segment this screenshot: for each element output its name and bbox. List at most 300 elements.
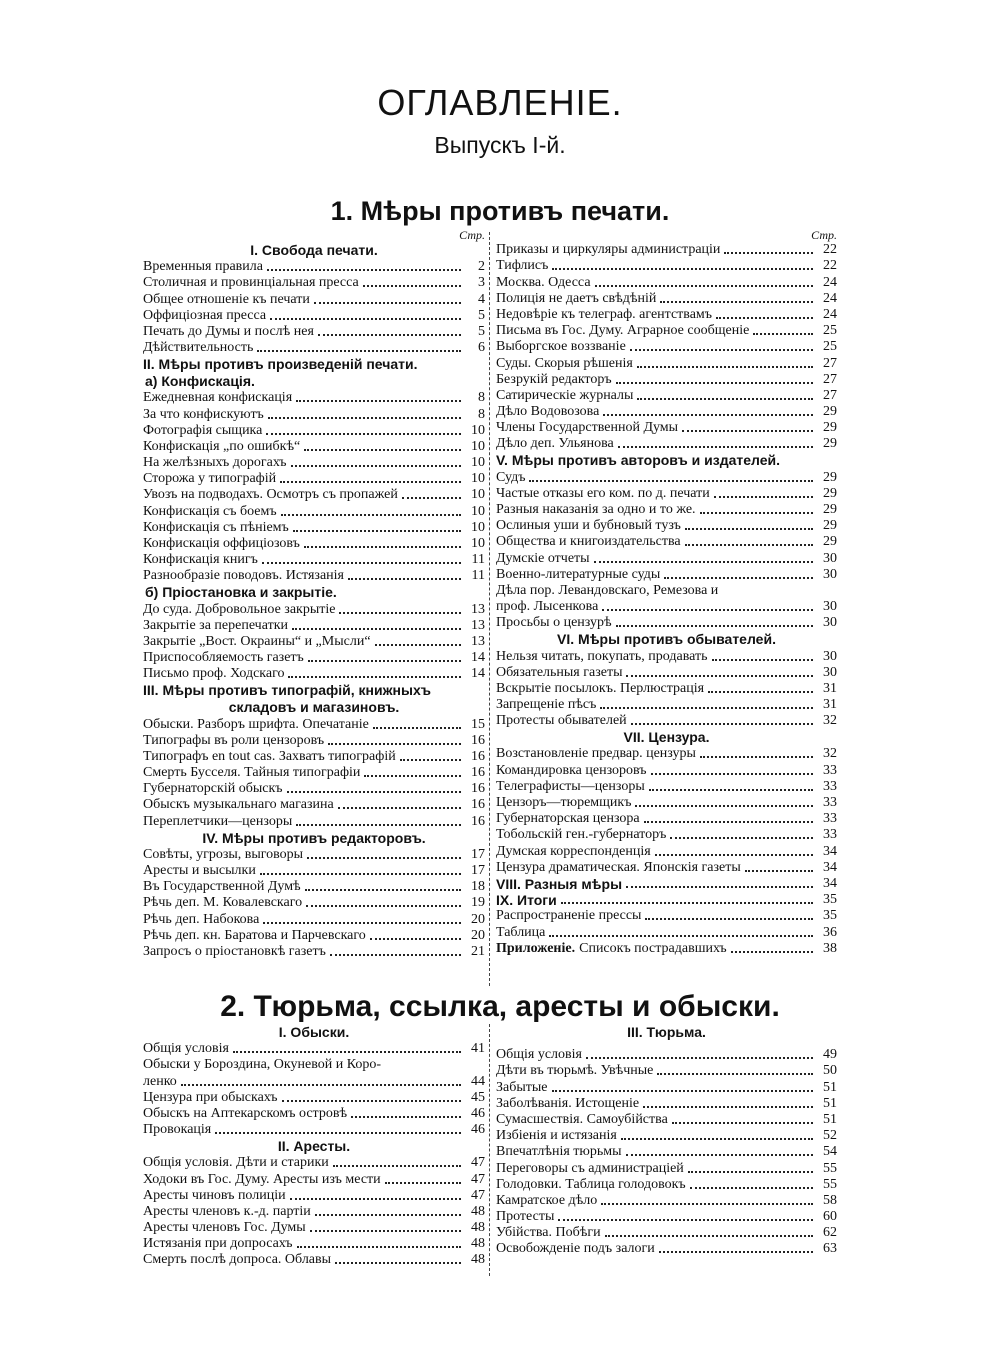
entry-title: Аресты чиновъ полиціи [143,1187,286,1203]
entry-title: Сатирическіе журналы [496,387,634,403]
toc-entry-line [143,1057,485,1073]
toc-entry [496,388,837,404]
toc-entry [143,340,485,356]
toc-entry [143,847,485,863]
toc-entry [143,601,485,617]
entry-page: 21 [471,943,485,959]
toc-entry [143,1090,485,1106]
dot-leader [296,399,461,402]
entry-page: 16 [471,748,485,764]
toc-entry [143,1073,485,1089]
dot-leader [351,1115,461,1118]
dot-leader [288,675,461,678]
dot-leader [290,1197,461,1200]
dot-leader [292,627,461,630]
entry-title: Столичная и провинціальная пресса [143,275,359,291]
toc-entry [143,1171,485,1187]
entry-title: Рѣчь деп. Набокова [143,911,260,927]
entry-title: Типографъ en tout cas. Захватъ типографій [143,748,396,764]
entry-page: 29 [823,420,837,436]
toc-entry [496,779,837,795]
entry-page: 29 [823,534,837,550]
entry-page: 22 [823,242,837,258]
dot-leader [688,1170,813,1173]
toc-entry [496,323,837,339]
entry-title: Истязанія при допросахъ [143,1236,293,1252]
entry-page: 48 [471,1220,485,1236]
toc-entry [143,552,485,568]
entry-title: Сторожа у типографій [143,471,277,487]
section-heading: II. Аресты. [277,1138,351,1155]
dot-leader [670,836,813,839]
entry-title: Камратское дѣло [496,1192,598,1208]
entry-title: Письмо проф. Ходскаго [143,666,285,682]
dot-leader [637,365,813,368]
column-divider [489,232,490,986]
entry-page: 10 [471,438,485,454]
toc-entry [143,324,485,340]
toc-entry [496,827,837,843]
entry-title: Обязательныя газеты [496,664,623,680]
entry-page: 25 [823,339,837,355]
dot-leader [561,901,813,904]
toc-entry [143,911,485,927]
entry-page: 22 [823,258,837,274]
entry-title: Дѣла пор. Левандовскаго, Ремезова и [496,582,719,598]
toc-entry [496,697,837,713]
entry-title: Разныя наказанія за одно и то же. [496,502,696,517]
toc-entry [143,275,485,291]
dot-leader [558,1218,813,1221]
entry-title: Цензура драматическая. Японскія газеты [496,859,741,875]
dot-leader [618,445,813,448]
dot-leader [649,788,813,791]
entry-title: Рѣчь деп. кн. Баратова и Парчевскаго [143,927,366,943]
dot-leader [621,1137,813,1140]
toc-entry [496,274,837,290]
entry-title: Временныя правила [143,259,263,275]
toc-entry [143,1204,485,1220]
dot-leader [657,1072,813,1075]
entry-page: 27 [823,355,837,371]
dot-leader [655,853,813,856]
dot-leader [370,937,461,940]
entry-title: Ежедневная конфискація [143,390,293,406]
dot-leader [339,611,461,614]
entry-page: 34 [823,875,837,891]
toc-entry [496,924,837,940]
section-1-left-column [143,228,485,960]
entry-page: 35 [823,892,837,908]
toc-entry [143,406,485,422]
dot-leader [660,300,813,303]
entry-page: 29 [823,436,837,452]
entry-title: Протесты [496,1209,555,1225]
section-2-title: 2. Тюрьма, ссылка, аресты и обыски. [220,990,780,1023]
toc-entry [143,1122,485,1138]
dot-leader [280,480,461,483]
entry-page: 29 [823,502,837,517]
entry-title: Обыски. Разборъ шрифта. Опечатаніе [143,716,369,732]
toc-entry [496,1128,837,1144]
dot-leader [364,774,461,777]
entry-page: 10 [471,487,485,503]
toc-entry [143,944,485,960]
entry-title: Выборгское воззваніе [496,339,626,355]
toc-entry [496,599,837,615]
entry-title: Тобольскій ген.-губернаторъ [496,827,667,843]
entry-title: Письма въ Гос. Думу. Аграрное сообщеніе [496,323,750,339]
entry-title: Аресты и высылки [143,863,256,878]
entry-title: проф. Лысенкова [496,599,599,615]
entry-page: 31 [823,697,837,713]
toc-entry [496,258,837,274]
dot-leader [307,856,461,859]
dot-leader [626,674,813,677]
toc-entry [143,797,485,813]
entry-page: 47 [471,1155,485,1171]
entry-page: 30 [823,648,837,664]
entry-page: 63 [823,1241,837,1257]
entry-title: Обыски у Бороздина, Окуневой и Коро- [143,1057,382,1073]
toc-entry [496,876,837,892]
toc-entry [496,941,837,957]
dot-leader [287,790,462,793]
entry-title: Ходоки въ Гос. Думу. Аресты изъ мести [143,1171,381,1187]
column-divider [489,1024,490,1276]
dot-leader [626,1153,814,1156]
dot-leader [601,1202,813,1205]
dot-leader [304,448,461,451]
entry-page: 10 [471,519,485,535]
dot-leader [308,659,461,662]
entry-title: Общества и книгоиздательства [496,534,681,550]
dot-leader [348,577,461,580]
entry-page: 8 [478,390,485,406]
entry-title: Списокъ пострадавшихъ [579,940,727,956]
toc-entry [496,404,837,420]
entry-page: 29 [823,485,837,501]
entry-page: 17 [471,846,485,862]
entry-title: Оффиціозная пресса [143,307,267,323]
toc-entry [496,843,837,859]
entry-title: Увозъ на подводахъ. Осмотръ съ пропажей [143,487,398,503]
entry-page: 48 [471,1203,485,1219]
page-column-label: Стр. [811,228,837,242]
entry-title: Возстановленіе предвар. цензуры [496,746,696,762]
dot-leader [328,742,461,745]
toc-entry [143,895,485,911]
dot-leader [363,284,461,287]
entry-page: 31 [823,680,837,696]
dot-leader [753,332,813,335]
entry-title: Протесты обывателей [496,713,627,729]
entry-title: Безрукій редакторъ [496,371,612,387]
toc-entry [143,439,485,455]
dot-leader [552,267,813,270]
dot-leader [643,1105,813,1108]
entry-page: 32 [823,746,837,762]
dot-leader [335,1261,461,1264]
toc-entry [143,487,485,503]
dot-leader [659,1250,813,1253]
entry-title: Общія условія [496,1047,582,1063]
entry-title: Общія условія [143,1041,229,1057]
entry-title: Телеграфисты—цензоры [496,778,645,794]
entry-page: 10 [471,503,485,519]
toc-entry [143,1041,485,1057]
entry-page: 5 [478,307,485,323]
entry-page: 33 [823,795,837,810]
entry-title: Обыскъ на Аптекарскомъ островѣ [143,1105,348,1121]
entry-title: Смерть Бусселя. Тайныя типографіи [143,765,361,781]
dot-leader [281,513,461,516]
entry-title: Закрытіе за перепечатки [143,617,288,633]
entry-title: Забытые [496,1079,548,1095]
entry-title: Москва. Одесса [496,274,591,290]
entry-page: 24 [823,290,837,306]
toc-entry-line [496,583,837,599]
toc-entry [496,1225,837,1241]
dot-leader [644,820,813,823]
toc-entry [496,762,837,778]
dot-leader [318,333,461,336]
entry-page: 52 [823,1128,837,1144]
entry-page: 48 [471,1252,485,1268]
dot-leader [529,479,813,482]
entry-page: 4 [478,291,485,307]
section-heading: II. Мѣры противъ произведеній печати. [143,356,418,373]
entry-page: 62 [823,1225,837,1241]
entry-page: 48 [471,1236,485,1252]
entry-title: Заболѣванія. Истощеніе [496,1095,640,1111]
entry-title: Дѣйствительность [143,340,254,356]
dot-leader [282,1099,461,1102]
entry-page: 44 [471,1073,485,1089]
toc-entry [143,634,485,650]
dot-leader [263,921,461,924]
issue-subtitle: Выпускъ I-й. [434,132,566,158]
entry-title: Вскрытіе посылокъ. Перлюстрація [496,680,705,696]
entry-page: 34 [823,843,837,859]
section-heading: I. Обыски. [278,1024,350,1040]
dot-leader [400,758,461,761]
dot-leader [549,934,813,937]
entry-title: Обыскъ музыкальнаго магазина [143,797,334,813]
dot-leader [333,1164,461,1167]
section-1-right-column [496,228,837,957]
entry-page: 55 [823,1176,837,1192]
entry-title: Тифлисъ [496,258,549,274]
dot-leader [605,1234,813,1237]
dot-leader [304,545,461,548]
toc-entry [496,1177,837,1193]
dot-leader [315,1213,461,1216]
dot-leader [306,904,461,907]
toc-entry [496,242,837,258]
entry-title: Полиція не даетъ свѣдѣній [496,290,657,306]
entry-title: Думская корреспонденція [496,843,651,859]
entry-title: Переплетчики—цензоры [143,813,293,829]
toc-entry [496,291,837,307]
entry-title: Конфискація „по ошибкѣ“ [143,438,301,454]
entry-page: 49 [823,1047,837,1063]
toc-entry [496,339,837,355]
entry-title: Просьбы о цензурѣ [496,615,612,631]
dot-leader [595,284,813,287]
entry-page: 27 [823,387,837,403]
entry-page: 36 [823,924,837,940]
entry-title: Разнообразіе поводовъ. Истязанія [143,568,344,584]
entry-title: Совѣты, угрозы, выговоры [143,846,304,862]
section-heading: VI. Мѣры противъ обывателей. [557,631,776,648]
section-1-title: 1. Мѣры противъ печати. [330,196,670,226]
toc-entry [496,469,837,485]
entry-page: 29 [823,518,837,534]
entry-page: 24 [823,274,837,290]
toc-entry [143,259,485,275]
toc-entry [496,372,837,388]
toc-entry [143,423,485,439]
toc-entry [496,615,837,631]
toc-entry [143,1106,485,1122]
entry-page: 33 [823,827,837,843]
dot-leader [293,529,461,532]
entry-page: 13 [471,617,485,633]
entry-title: Фотографія сыщика [143,422,263,438]
entry-title: Командировка цензоровъ [496,762,647,778]
entry-page: 16 [471,813,485,829]
toc-entry [496,795,837,811]
toc-entry [496,1193,837,1209]
dot-leader [714,495,813,498]
toc-entry [143,1155,485,1171]
entry-title: Запрещеніе пѣсъ [496,697,597,713]
entry-page: 35 [823,908,837,924]
toc-entry [143,536,485,552]
dot-leader [700,511,813,514]
toc-entry [496,713,837,729]
entry-title: Цензура при обыскахъ [143,1089,278,1105]
entry-title: Губернаторскій обыскъ [143,781,283,797]
entry-title: Конфискація оффиціозовъ [143,536,300,551]
dot-leader [600,706,813,709]
dot-leader [602,608,813,611]
entry-page: 51 [823,1079,837,1095]
toc-entry [143,471,485,487]
entry-page: 29 [823,469,837,485]
entry-page: 15 [471,716,485,732]
toc-entry [143,928,485,944]
dot-leader [257,349,461,352]
dot-leader [682,429,813,432]
entry-page: 45 [471,1089,485,1105]
entry-title: Освобожденіе подъ залоги [496,1241,655,1257]
entry-title: Судъ [496,469,526,485]
entry-title: За что конфискуютъ [143,406,264,422]
entry-page: 30 [823,550,837,566]
toc-entry [496,1160,837,1176]
dot-leader [270,317,461,320]
entry-page: 55 [823,1160,837,1176]
entry-page: 11 [471,552,485,568]
toc-entry [143,618,485,634]
dot-leader [375,643,461,646]
entry-page: 19 [471,895,485,911]
entry-title: Конфискація съ боемъ [143,503,277,519]
dot-leader [296,823,461,826]
dot-leader [745,869,813,872]
entry-page: 41 [471,1041,485,1057]
entry-page: 34 [823,859,837,875]
toc-entry [143,1236,485,1252]
toc-entry [496,1209,837,1225]
entry-page: 51 [823,1095,837,1111]
entry-page: 13 [471,633,485,649]
toc-entry [496,420,837,436]
entry-page: 51 [823,1111,837,1127]
section-heading: III. Мѣры противъ типографій, книжныхъ [143,682,431,699]
dot-leader [731,950,813,953]
dot-leader [716,316,813,319]
dot-leader [314,301,461,304]
entry-title: Думскіе отчеты [496,550,590,566]
dot-leader [330,953,461,956]
entry-page: 16 [471,732,485,748]
entry-page: 17 [471,863,485,878]
entry-page: 10 [471,536,485,551]
toc-entry [496,307,837,323]
dot-leader [708,690,813,693]
toc-entry [496,355,837,371]
entry-title: Печать до Думы и послѣ нея [143,323,314,339]
dot-leader [310,1229,461,1232]
entry-title: Переговоры съ администраціей [496,1160,684,1176]
entry-page: 14 [471,666,485,682]
entry-title: Дѣти въ тюрьмѣ. Увѣчные [496,1063,654,1079]
toc-entry [496,436,837,452]
dot-leader [690,1186,813,1189]
dot-leader [700,755,813,758]
toc-entry [143,666,485,682]
entry-title: Закрытіе „Вост. Окраины“ и „Мысли“ [143,633,371,649]
entry-title: Запросъ о пріостановкѣ газетъ [143,943,326,959]
entry-title: Частые отказы его ком. по д. печати [496,485,710,501]
toc-entry [496,746,837,762]
entry-title: Конфискація книгъ [143,552,258,568]
entry-title: Рѣчь деп. М. Ковалевскаго [143,895,303,911]
dot-leader [630,348,813,351]
section-heading: III. Тюрьма. [627,1024,706,1040]
toc-entry [496,665,837,681]
entry-page: 30 [823,599,837,615]
entry-title: Приказы и циркуляры администраціи [496,242,721,258]
entry-page: 60 [823,1209,837,1225]
toc-entry [143,749,485,765]
toc-entry [496,567,837,583]
entry-title: Суды. Скорыя рѣшенія [496,355,633,371]
entry-title: Губернаторская цензора [496,811,640,827]
entry-title: Дѣло Водовозова [496,404,600,420]
dot-leader [267,268,461,271]
toc-entry [143,781,485,797]
dot-leader [338,806,461,809]
toc-entry [496,860,837,876]
entry-title: Таблица [496,924,546,940]
entry-title: Конфискація съ пѣніемъ [143,519,289,535]
toc-entry [143,1252,485,1268]
dot-leader [297,1245,461,1248]
